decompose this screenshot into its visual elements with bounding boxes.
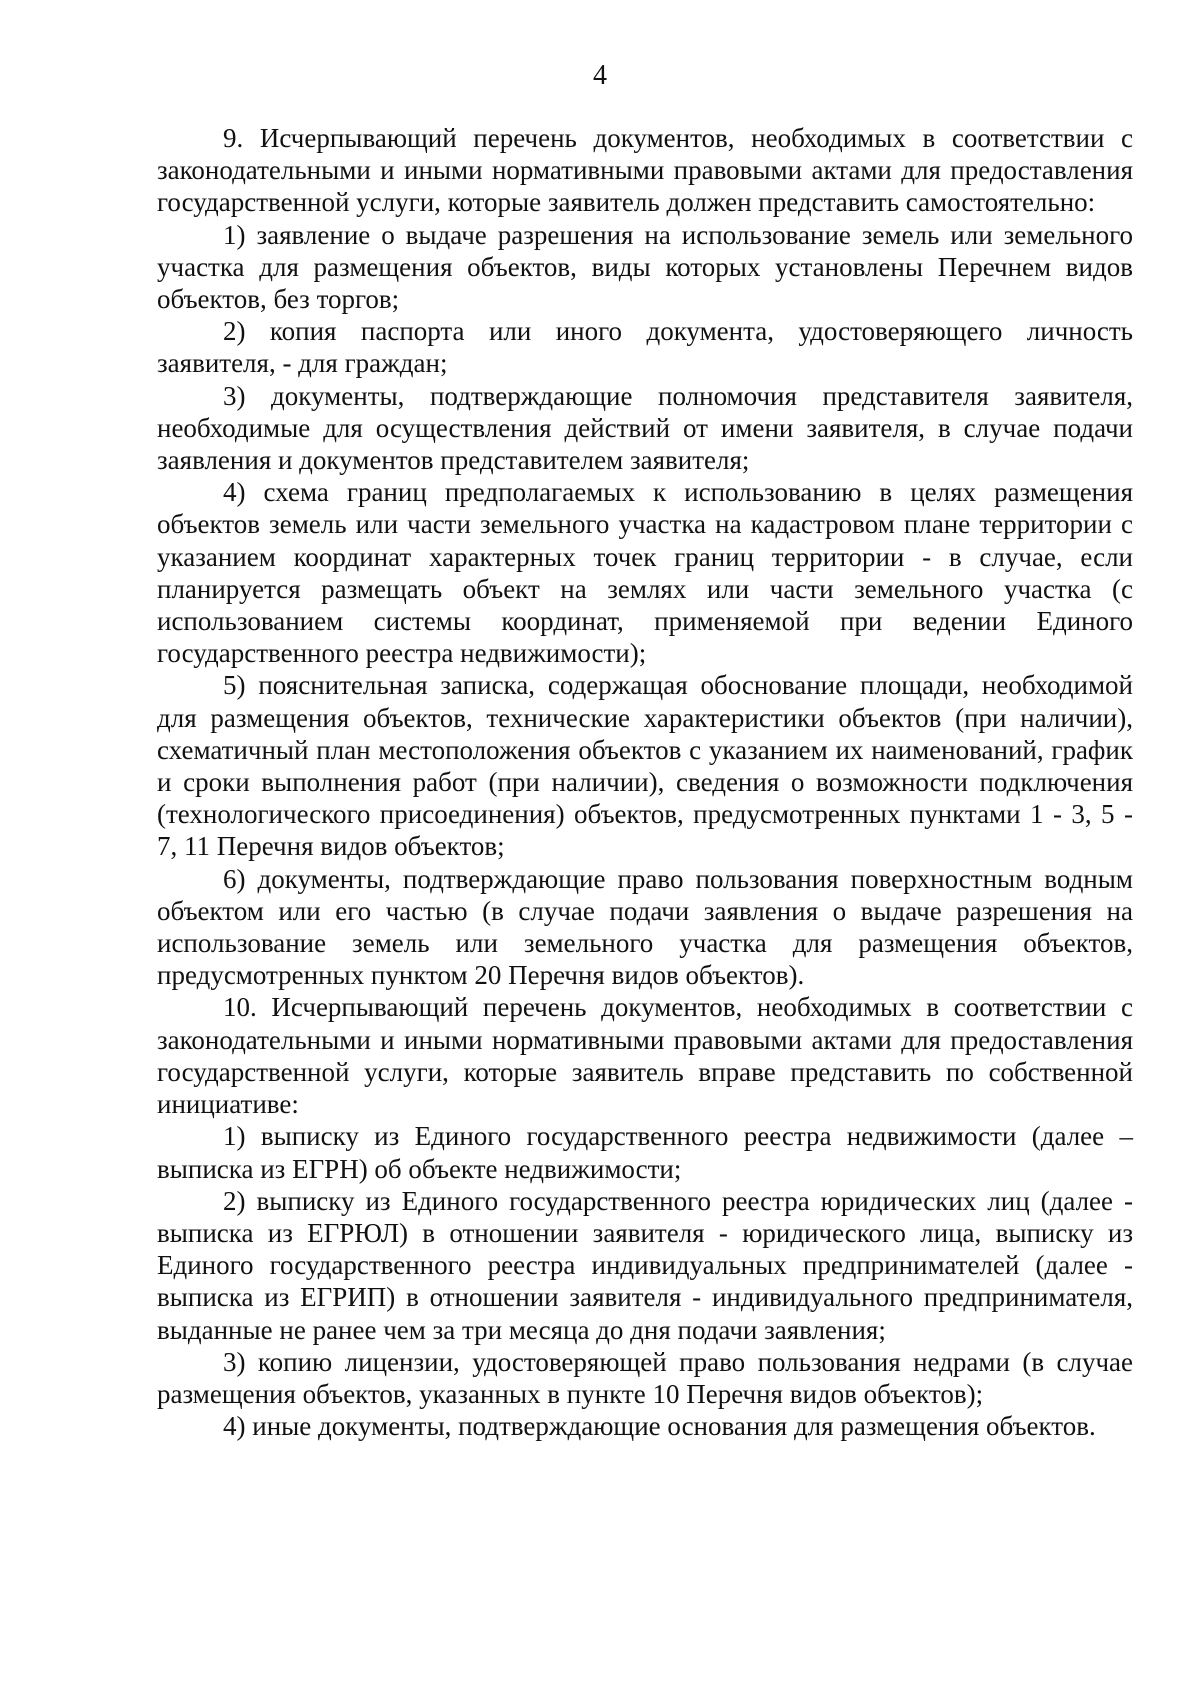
list-item-9-2: 2) копия паспорта или иного документа, удостоверяющего личность заявителя, - для граждан; — [157, 316, 1133, 379]
list-item-10-4: 4) иные документы, подтверждающие основания для размещения объектов. — [223, 1411, 1096, 1442]
list-item-10-3: 3) копию лицензии, удостоверяющей право пользования недрами (в случае размещения объектов, указанных в пункте 10 Перечня видов объектов); — [157, 1346, 1133, 1409]
list-item-10-1: 1) выписку из Единого государственного реестра недвижимости (далее – выписка из ЕГРН) об объекте недвижимости; — [157, 1121, 1133, 1184]
document-body — [157, 122, 1133, 1442]
list-item-9-4: 4) схема границ предполагаемых к использованию в целях размещения объектов земель или части земельного участка на кадастровом плане территории с указанием координат характерных точек границ территории - в случае, если планируется размещать объект на землях или части земельного участка (с использованием системы координат, применяемой при ведении Единого государственного реестра недвижимости); — [157, 477, 1133, 669]
list-item-9-3: 3) документы, подтверждающие полномочия представителя заявителя, необходимые для осуществления действий от имени заявителя, в случае подачи заявления и документов представителем заявителя; — [157, 380, 1133, 476]
list-item-9-1: 1) заявление о выдаче разрешения на использование земель или земельного участка для размещения объектов, виды которых установлены Перечнем видов объектов, без торгов; — [157, 219, 1133, 315]
paragraph-10: 10. Исчерпывающий перечень документов, необходимых в соответствии с законодательными и иными нормативными правовыми актами для предоставления государственной услуги, которые заявитель вправе представить по собственной инициативе: — [157, 992, 1133, 1120]
list-item-10-2: 2) выписку из Единого государственного реестра юридических лиц (далее - выписка из ЕГРЮЛ) в отношении заявителя - юридического лица, выписку из Единого государственного реестра индивидуальных предпринимателей (далее - выписка из ЕГРИП) в отношении заявителя - индивидуального предпринимателя, выданные не ранее чем за три месяца до дня подачи заявления; — [157, 1185, 1133, 1345]
list-item-9-5: 5) пояснительная записка, содержащая обоснование площади, необходимой для размещения объектов, технические характеристики объектов (при наличии), схематичный план местоположения объектов с указанием их наименований, график и сроки выполнения работ (при наличии), сведения о возможности подключения (технологического присоединения) объектов, предусмотренных пунктами 1 - 3, 5 - 7, 11 Перечня видов объектов; — [157, 670, 1133, 862]
paragraph-9: 9. Исчерпывающий перечень документов, необходимых в соответствии с законодательными и иными нормативными правовыми актами для предоставления государственной услуги, которые заявитель должен представить самостоятельно: — [157, 123, 1133, 218]
list-item-9-6: 6) документы, подтверждающие право пользования поверхностным водным объектом или его частью (в случае подачи заявления о выдаче разрешения на использование земель или земельного участка для размещения объектов, предусмотренных пунктом 20 Перечня видов объектов). — [157, 863, 1133, 991]
page-number: 4 — [593, 60, 607, 91]
